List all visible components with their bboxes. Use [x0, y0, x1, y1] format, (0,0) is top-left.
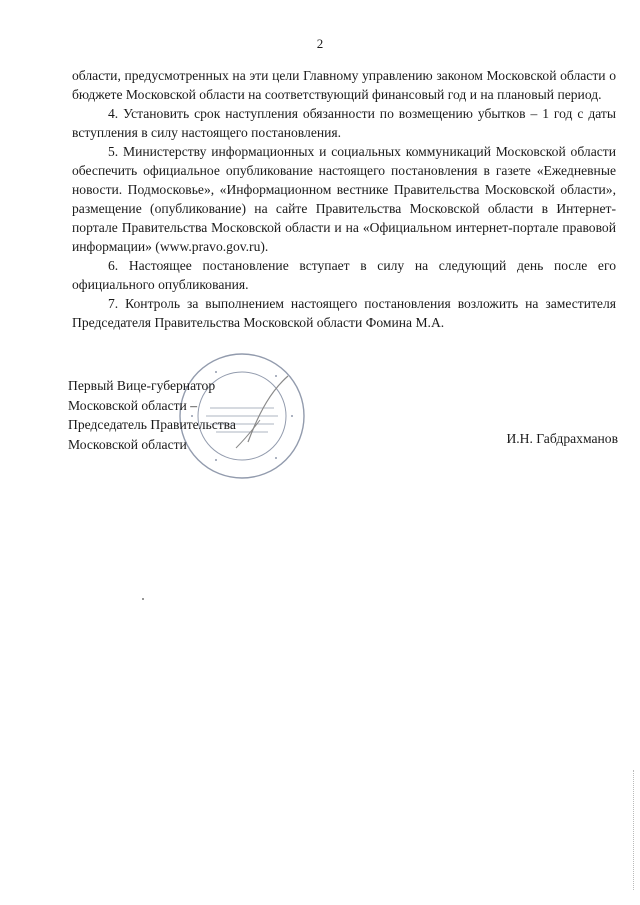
paragraph-item-4: 4. Установить срок наступления обязанности по возмещению убытков – 1 год с даты вступления в силу настоящего постановления.	[72, 106, 616, 140]
signature-title-line: Председатель Правительства	[68, 417, 236, 432]
paragraph-item-5: 5. Министерству информационных и социальных коммуникаций Московской области обеспечить официальное опубликование настоящего постановления в газете «Ежедневные новости. Подмосковье», «Информационном вестнике Правительства Московской области», размещение (опубликование) на сайте Правительства Московской области в Интернет-портале Правительства Московской области и на «Официальном интернет-портале правовой информации» (www.pravo.gov.ru).	[72, 144, 616, 254]
document-body	[72, 66, 616, 332]
page-number: 2	[316, 36, 324, 51]
paragraph-item-7: 7. Контроль за выполнением настоящего постановления возложить на заместителя Председателя Правительства Московской области Фомина М.А.	[72, 296, 616, 330]
signature-title-line: Московской области –	[68, 397, 198, 413]
paragraph-continuation: области, предусмотренных на эти цели Главному управлению законом Московской области о бюджете Московской области на соответствующий финансовый год и на плановый период.	[72, 68, 616, 102]
signer-name: И.Н. Габдрахманов	[506, 431, 618, 446]
scan-speck	[142, 598, 144, 600]
signature-title-line: Первый Вице-губернатор	[68, 378, 216, 393]
signature-title-line: Московской области	[68, 436, 187, 452]
scan-edge-artifact	[631, 770, 634, 890]
paragraph-item-6: 6. Настоящее постановление вступает в силу на следующий день после его официального опубликования.	[72, 258, 616, 292]
